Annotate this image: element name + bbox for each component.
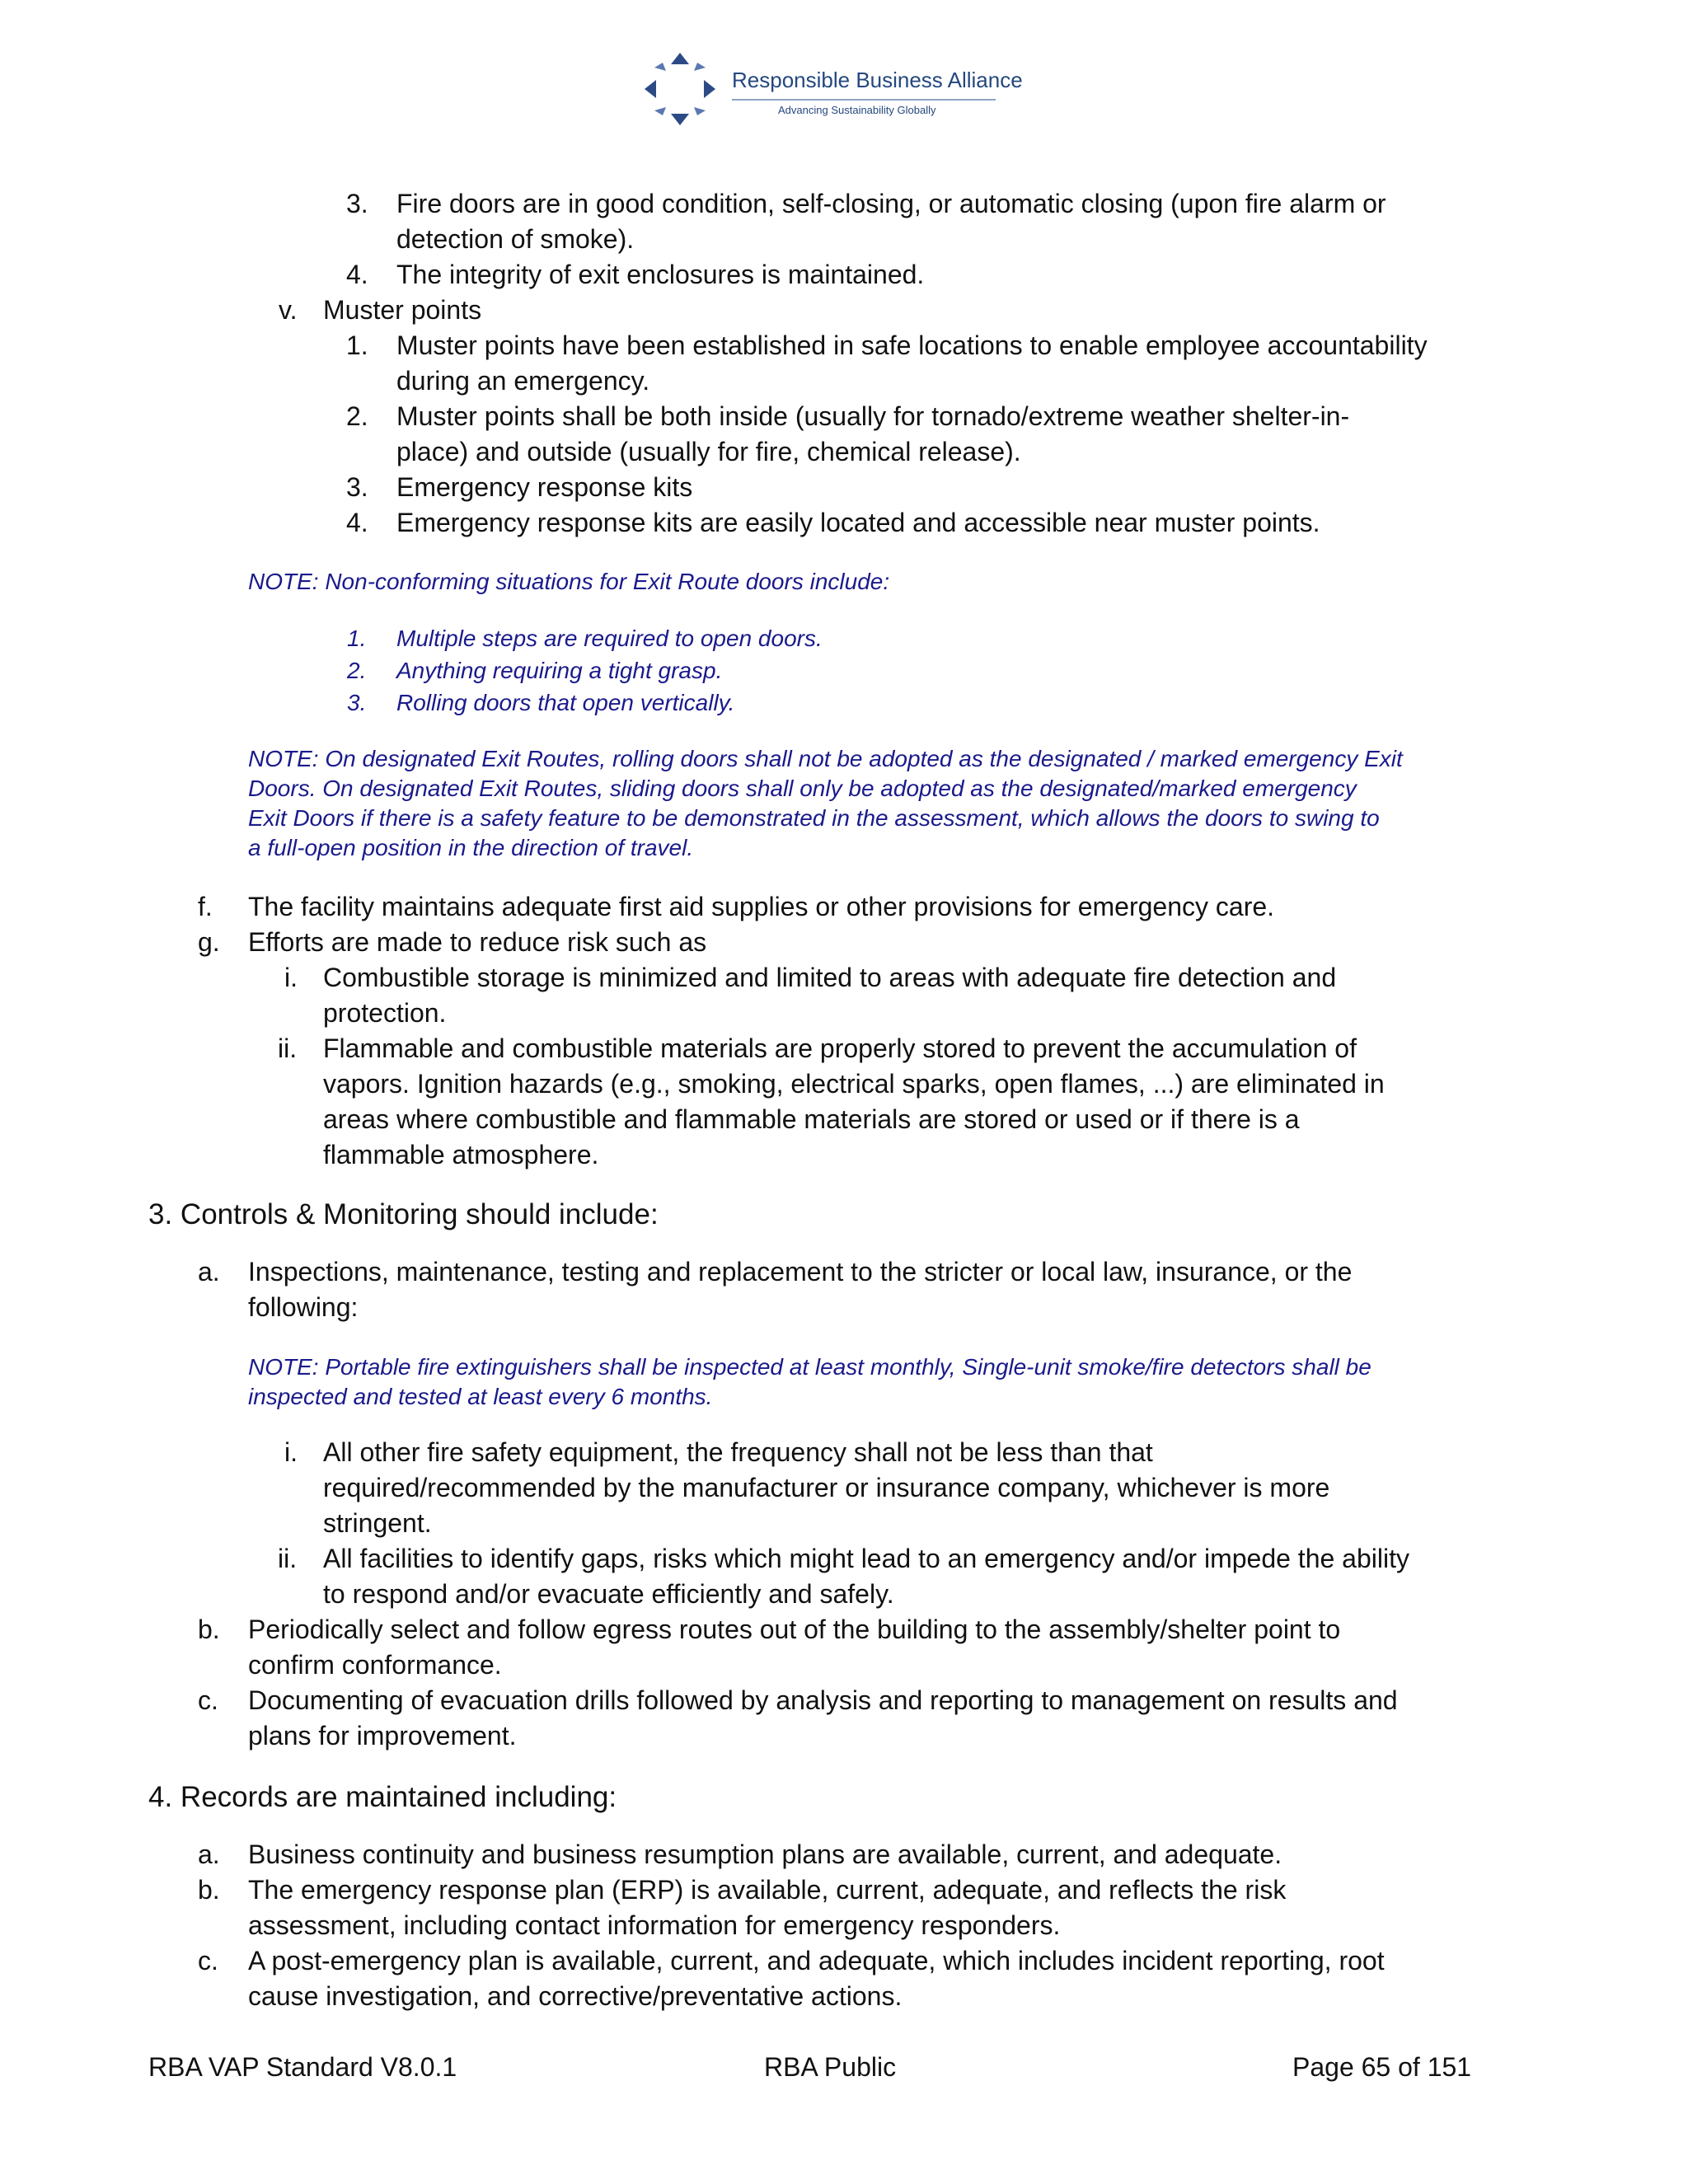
note-list-item: Rolling doors that open vertically.: [396, 690, 735, 715]
note-text: NOTE: Non-conforming situations for Exit Route doors include:: [248, 569, 890, 594]
list-marker: 2.: [346, 401, 368, 431]
list-marker: 1.: [346, 330, 368, 360]
section-heading: 3. Controls & Monitoring should include:: [148, 1198, 659, 1230]
list-marker: c.: [198, 1685, 218, 1715]
list-item-text: Emergency response kits are easily located and accessible near muster points.: [396, 508, 1320, 537]
list-item-text: All other fire safety equipment, the frequency shall not be less than that: [323, 1437, 1153, 1467]
note-text: NOTE: On designated Exit Routes, rolling doors shall not be adopted as the designated / marked emergency Exit: [248, 746, 1403, 771]
list-item-text: required/recommended by the manufacturer or insurance company, whichever is more: [323, 1473, 1330, 1502]
footer-classification: RBA Public: [764, 2052, 897, 2082]
list-marker: i.: [284, 963, 298, 992]
list-item-text: Documenting of evacuation drills followed by analysis and reporting to management on results and: [248, 1685, 1398, 1715]
list-item-text: to respond and/or evacuate efficiently and safely.: [323, 1579, 894, 1609]
list-item-text: during an emergency.: [396, 366, 650, 396]
footer-page-number: Page 65 of 151: [1292, 2052, 1472, 2082]
list-item-text: place) and outside (usually for fire, chemical release).: [396, 437, 1021, 466]
note-text: inspected and tested at least every 6 months.: [248, 1384, 713, 1409]
list-marker: b.: [198, 1615, 220, 1644]
list-item-text: protection.: [323, 998, 447, 1028]
note-list-marker: 3.: [347, 690, 367, 715]
list-item-text: stringent.: [323, 1508, 432, 1538]
list-marker: ii.: [278, 1544, 298, 1573]
list-item-text: All facilities to identify gaps, risks which might lead to an emergency and/or impede the ability: [323, 1544, 1409, 1573]
list-marker: 3.: [346, 189, 368, 218]
list-marker: i.: [284, 1437, 298, 1467]
list-marker: 4.: [346, 260, 368, 289]
list-item-text: Muster points: [323, 295, 482, 325]
list-item-text: The facility maintains adequate first aid supplies or other provisions for emergency care.: [248, 892, 1275, 921]
list-item-text: Muster points have been established in safe locations to enable employee accountability: [396, 330, 1428, 360]
list-marker: ii.: [278, 1033, 298, 1063]
list-item-text: Inspections, maintenance, testing and replacement to the stricter or local law, insurance, or the: [248, 1257, 1353, 1286]
list-item-text: The emergency response plan (ERP) is available, current, adequate, and reflects the risk: [248, 1875, 1287, 1905]
footer-document-id: RBA VAP Standard V8.0.1: [148, 2052, 457, 2082]
list-item-text: vapors. Ignition hazards (e.g., smoking, electrical sparks, open flames, ...) are eliminated in: [323, 1069, 1385, 1099]
org-tagline: Advancing Sustainability Globally: [778, 104, 936, 116]
list-marker: b.: [198, 1875, 220, 1905]
list-item-text: detection of smoke).: [396, 224, 635, 254]
list-marker: c.: [198, 1946, 218, 1975]
list-marker: g.: [198, 927, 220, 957]
list-marker: f.: [198, 892, 213, 921]
list-item-text: assessment, including contact information for emergency responders.: [248, 1910, 1061, 1940]
list-marker: a.: [198, 1840, 220, 1869]
list-marker: a.: [198, 1257, 220, 1286]
list-item-text: Combustible storage is minimized and limited to areas with adequate fire detection and: [323, 963, 1337, 992]
list-item-text: Flammable and combustible materials are properly stored to prevent the accumulation of: [323, 1033, 1357, 1063]
list-item-text: Muster points shall be both inside (usually for tornado/extreme weather shelter-in-: [396, 401, 1350, 431]
note-text: NOTE: Portable fire extinguishers shall be inspected at least monthly, Single-unit smoke/fire detectors shall be: [248, 1354, 1372, 1380]
note-text: Exit Doors if there is a safety feature to be demonstrated in the assessment, which allows the doors to swing to: [248, 805, 1380, 831]
list-item-text: areas where combustible and flammable materials are stored or used or if there is a: [323, 1104, 1300, 1134]
list-item-text: Business continuity and business resumption plans are available, current, and adequate.: [248, 1840, 1282, 1869]
list-item-text: The integrity of exit enclosures is maintained.: [396, 260, 925, 289]
note-list-marker: 2.: [347, 658, 367, 683]
list-item-text: Efforts are made to reduce risk such as: [248, 927, 707, 957]
note-list-item: Anything requiring a tight grasp.: [396, 658, 723, 683]
list-marker: 4.: [346, 508, 368, 537]
list-item-text: following:: [248, 1292, 359, 1322]
list-item-text: flammable atmosphere.: [323, 1140, 599, 1169]
list-item-text: A post-emergency plan is available, current, and adequate, which includes incident reporting, root: [248, 1946, 1385, 1975]
page-header: [0, 46, 1688, 137]
list-item-text: plans for improvement.: [248, 1721, 517, 1750]
list-marker: v.: [279, 295, 298, 325]
logo-divider: [732, 99, 996, 101]
list-item-text: Fire doors are in good condition, self-closing, or automatic closing (upon fire alarm or: [396, 189, 1386, 218]
list-item-text: confirm conformance.: [248, 1650, 502, 1680]
section-heading: 4. Records are maintained including:: [148, 1781, 617, 1813]
note-text: Doors. On designated Exit Routes, sliding doors shall only be adopted as the designated/marked emergency: [248, 776, 1357, 801]
rba-logo-icon: [643, 46, 717, 129]
note-list-item: Multiple steps are required to open doors.: [396, 626, 823, 651]
note-text: a full-open position in the direction of travel.: [248, 835, 694, 860]
list-marker: 3.: [346, 472, 368, 502]
list-item-text: cause investigation, and corrective/preventative actions.: [248, 1981, 903, 2011]
org-name: Responsible Business Alliance: [732, 68, 1023, 92]
list-item-text: Periodically select and follow egress routes out of the building to the assembly/shelter point to: [248, 1615, 1341, 1644]
note-list-marker: 1.: [347, 626, 367, 651]
list-item-text: Emergency response kits: [396, 472, 693, 502]
